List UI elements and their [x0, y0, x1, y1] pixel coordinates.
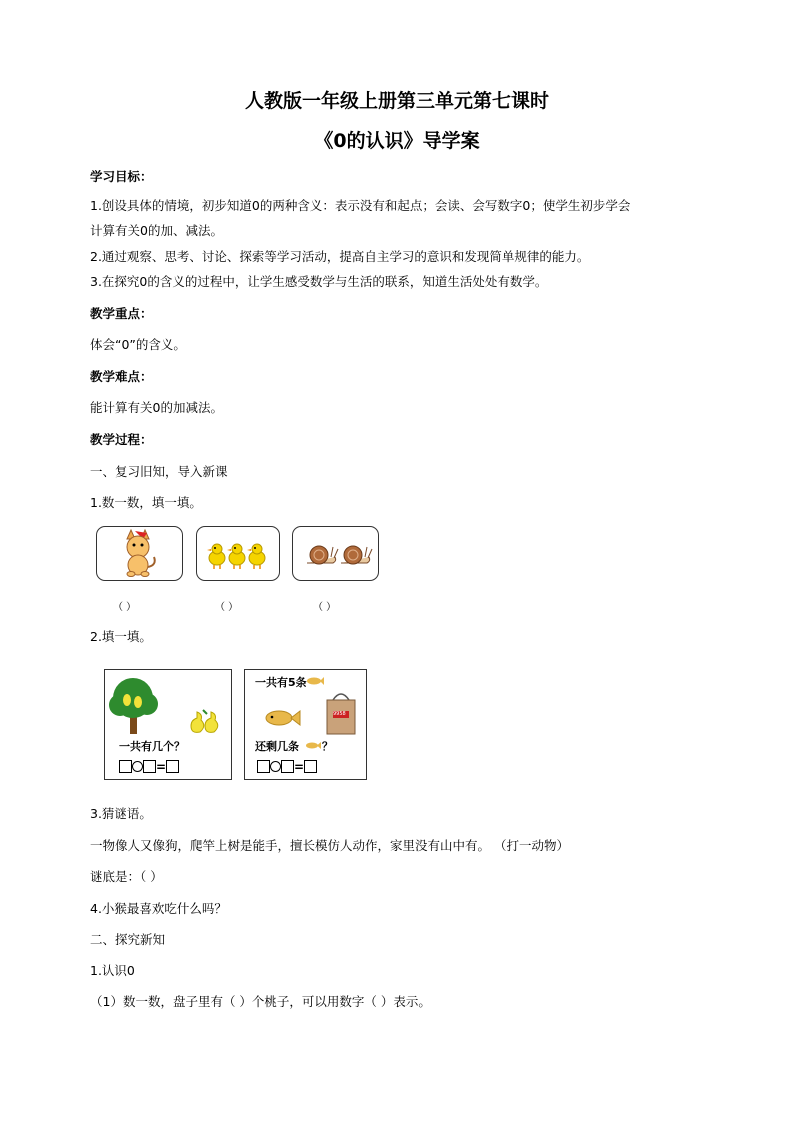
snail-icon — [293, 527, 378, 580]
process-heading: 教学过程： — [90, 432, 153, 447]
blank-box[interactable] — [281, 760, 294, 773]
doc-subtitle: 《0的认识》导学案 — [314, 130, 480, 152]
fish-icon — [265, 708, 301, 728]
panel2-question-mark: ？ — [322, 740, 333, 753]
bag-label: 9958 — [333, 711, 346, 717]
blank-box[interactable] — [304, 760, 317, 773]
key-point-heading: 教学重点： — [90, 306, 153, 321]
answer-blank-chicks[interactable]: （ ） — [215, 602, 239, 613]
difficulty-text: 能计算有关0的加减法。 — [90, 400, 223, 415]
doc-title: 人教版一年级上册第三单元第七课时 — [244, 90, 549, 112]
question-4: 4.小猴最喜欢吃什么吗？ — [90, 901, 227, 916]
blank-box[interactable] — [119, 760, 132, 773]
goal-3: 3.在探究0的含义的过程中，让学生感受数学与生活的联系，知道生活处处有数学。 — [90, 274, 548, 289]
panel1-question: 一共有几个？ — [119, 740, 185, 753]
subsection-1-title: 1.认识0 — [90, 963, 135, 978]
equals-sign: = — [294, 760, 305, 774]
chick-icon — [197, 527, 279, 580]
riddle-text: 一物像人又像狗，爬竿上树是能手，擅长模仿人动作，家里没有山中有。 （打一动物） — [90, 838, 569, 853]
panel1-equation — [119, 756, 179, 775]
pear-tree-panel — [104, 669, 232, 780]
panel2-equation — [257, 756, 317, 775]
cat-icon — [97, 527, 182, 580]
equals-sign: = — [156, 760, 167, 774]
section-2-title: 二、探究新知 — [90, 932, 166, 947]
section-1-title: 一、复习旧知，导入新课 — [90, 464, 228, 479]
goal-2: 2.通过观察、思考、讨论、探索等学习活动，提高自主学习的意识和发现简单规律的能力。 — [90, 249, 590, 264]
goal-1-line2: 计算有关0的加、减法。 — [90, 223, 223, 238]
count-box-cat — [96, 526, 183, 581]
question-3: 3.猜谜语。 — [90, 806, 152, 821]
difficulty-heading: 教学难点： — [90, 369, 153, 384]
blank-box[interactable] — [257, 760, 270, 773]
panel2-top-text: 一共有5条 — [255, 676, 307, 689]
riddle-answer: 谜底是：（ ） — [90, 869, 163, 884]
blank-box[interactable] — [143, 760, 156, 773]
goal-1-line1: 1.创设具体的情境，初步知道0的两种含义：表示没有和起点；会读、会写数字0；使学生初步学会 — [90, 198, 631, 213]
fish-icon — [306, 676, 324, 686]
fish-icon — [305, 741, 321, 750]
count-box-chicks — [196, 526, 280, 581]
pears-icon — [187, 706, 227, 736]
blank-box[interactable] — [166, 760, 179, 773]
panel2-bottom-text: 还剩几条 — [255, 740, 299, 753]
key-point-text: 体会“0”的含义。 — [90, 337, 186, 352]
answer-blank-cat[interactable]: （ ） — [113, 602, 137, 613]
question-1: 1.数一数，填一填。 — [90, 495, 202, 510]
fish-panel — [244, 669, 367, 780]
count-box-snails — [292, 526, 379, 581]
question-2: 2.填一填。 — [90, 629, 152, 644]
subsection-1-question: （1）数一数，盘子里有（ ）个桃子，可以用数字（ ）表示。 — [90, 994, 431, 1009]
blank-circle[interactable] — [270, 761, 281, 772]
blank-circle[interactable] — [132, 761, 143, 772]
goals-heading: 学习目标： — [90, 169, 153, 184]
answer-blank-snails[interactable]: （ ） — [313, 602, 337, 613]
